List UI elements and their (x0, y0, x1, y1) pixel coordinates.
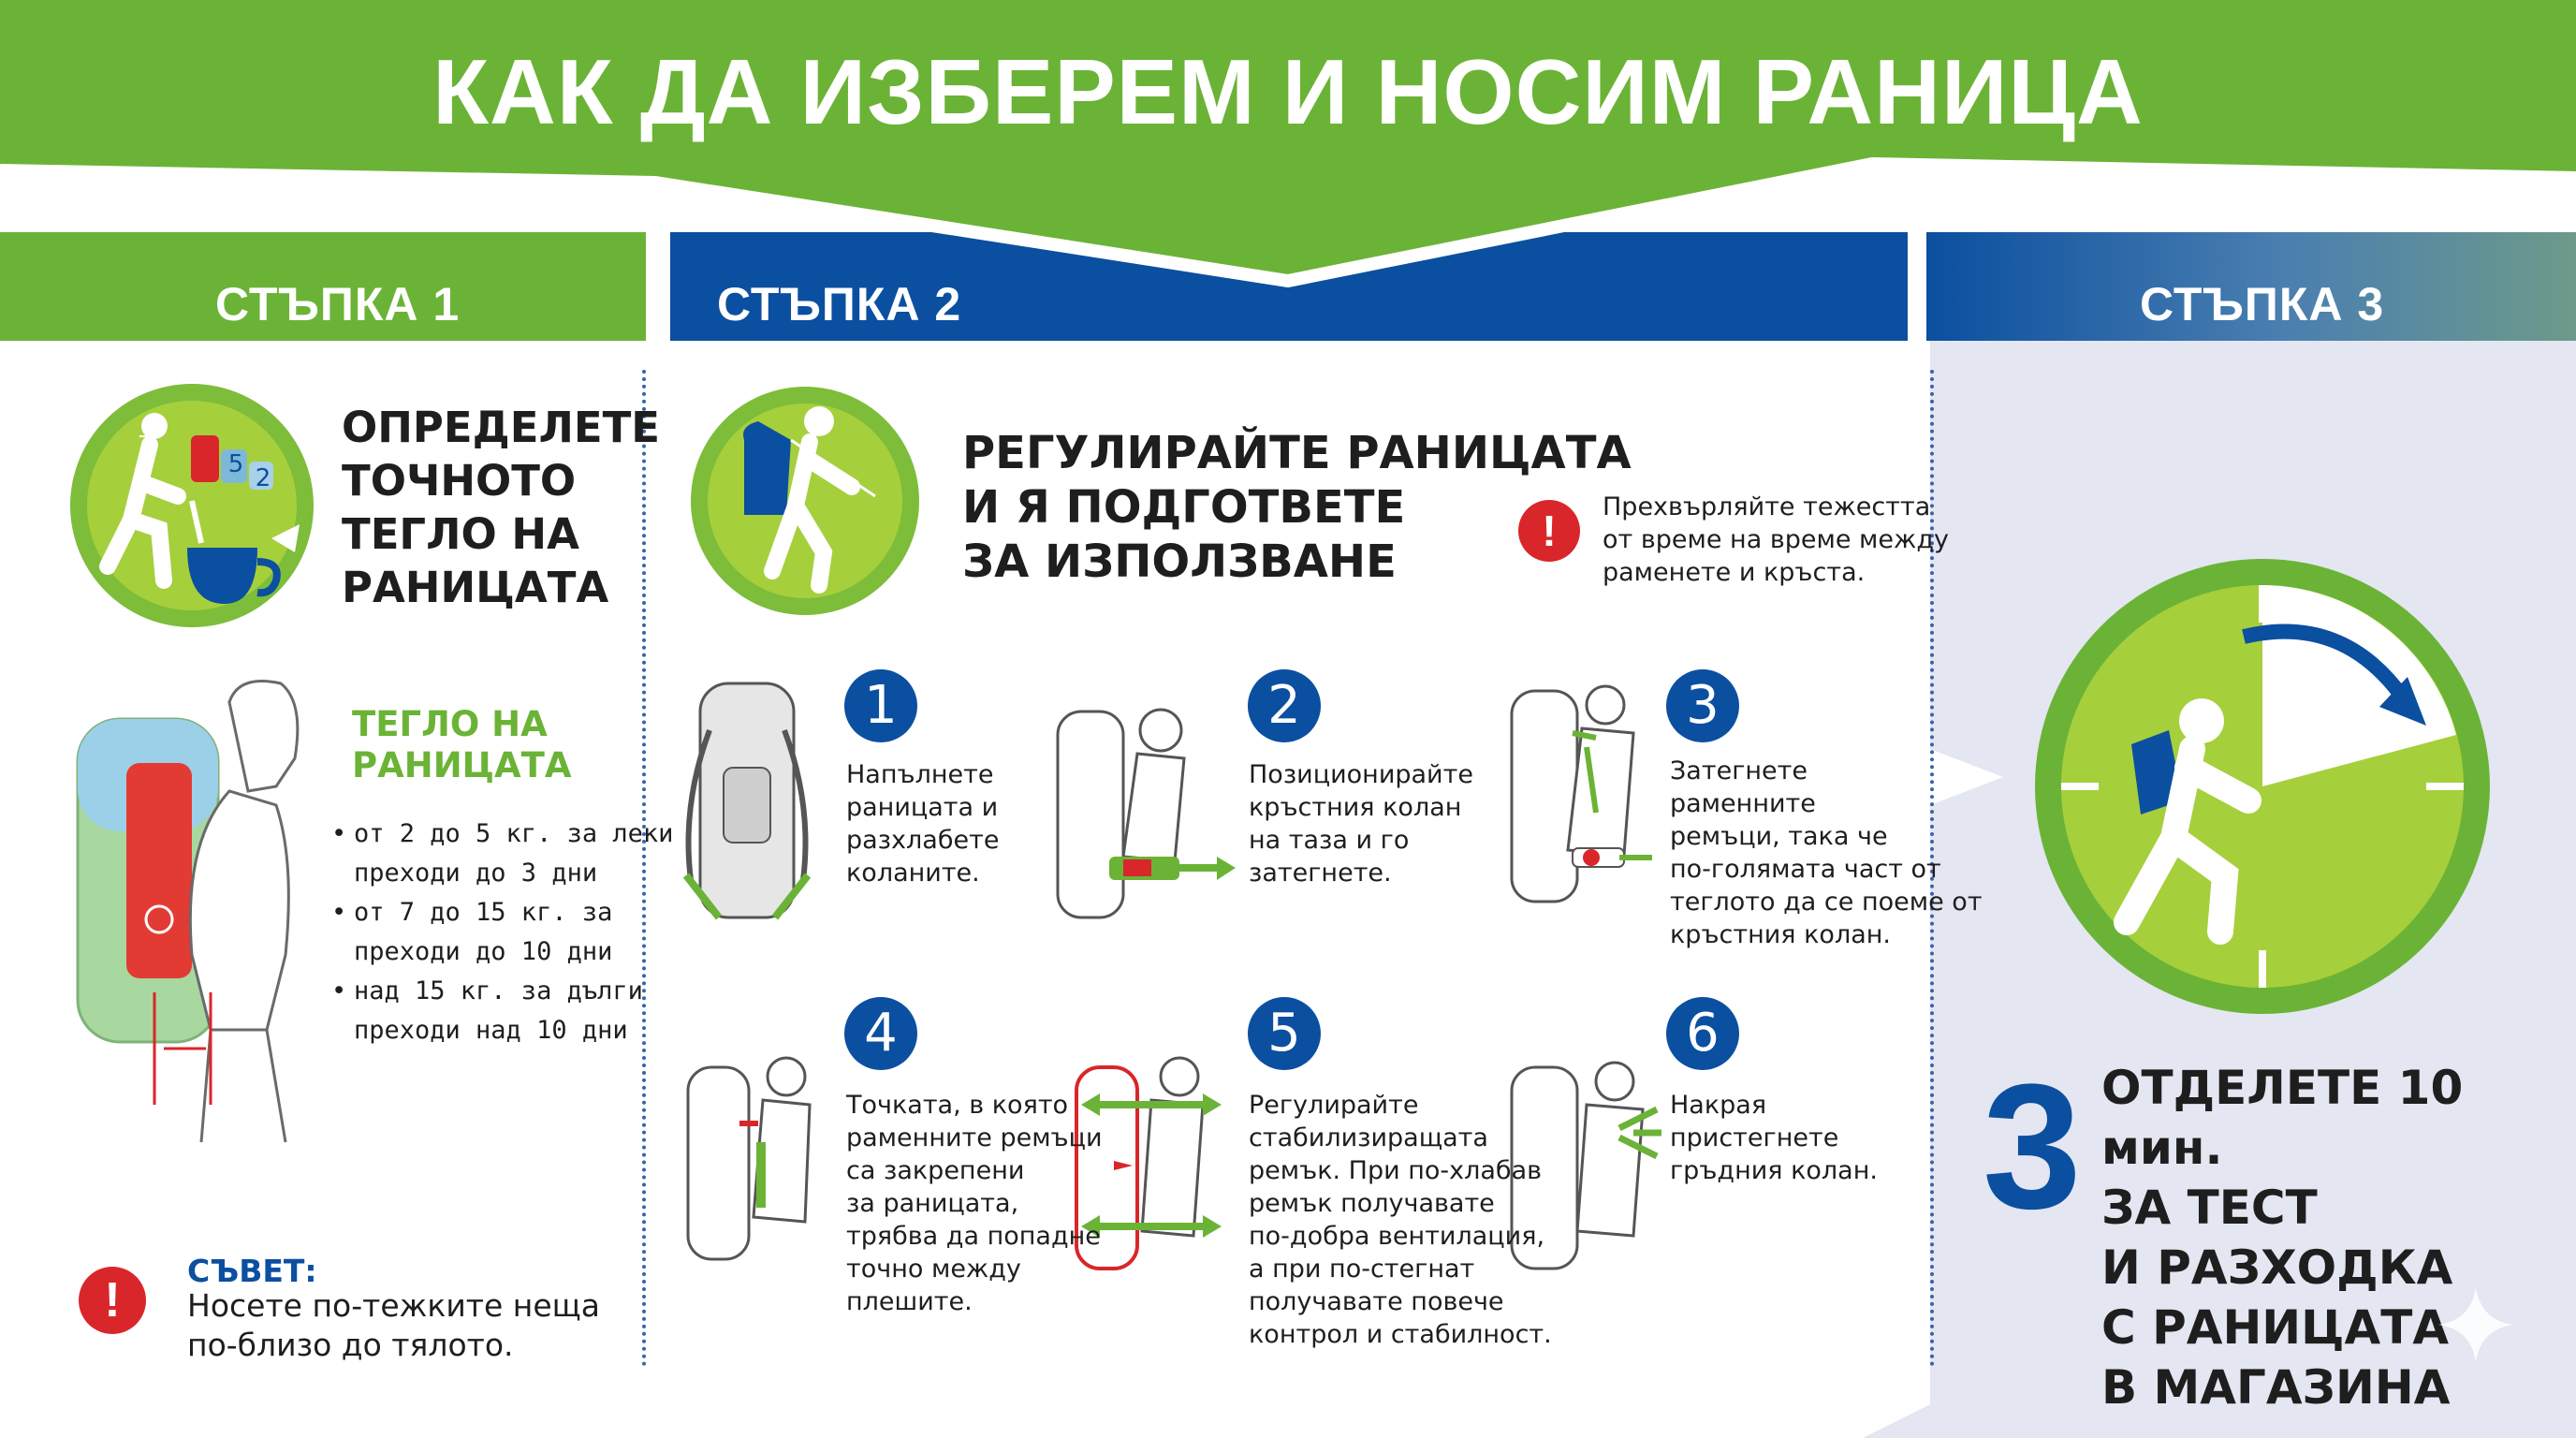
step-2-badge-1: 1 (844, 669, 917, 742)
weight-title-line: ТЕГЛО НА (352, 704, 548, 744)
item-line: разхлабете (846, 826, 1000, 855)
heading-line: ТЕГЛО НА (342, 509, 579, 559)
shoulder-straps-illustration (1507, 682, 1657, 925)
tip-line: Носете по-тежките неща (187, 1287, 600, 1324)
item-line: Накрая (1670, 1091, 1767, 1120)
item-line: раменните ремъци (846, 1123, 1103, 1152)
heading-line: И Я ПОДГОТВЕТЕ (962, 481, 1406, 534)
step-2-item-6-text (1670, 1089, 1878, 1187)
tip-line: по-близо до тялото. (187, 1327, 514, 1363)
hip-belt-illustration (1053, 707, 1240, 932)
weight-list (331, 814, 673, 1050)
heading-line: РЕГУЛИРАЙТЕ РАНИЦАТА (962, 427, 1632, 479)
item-line: са закрепени (846, 1156, 1025, 1185)
item-line: Регулирайте (1249, 1091, 1419, 1120)
heading-line: ЗА ИЗПОЛЗВАНЕ (962, 536, 1397, 588)
step-3-line: ОТДЕЛЕТЕ 10 мин. (2101, 1061, 2464, 1175)
weight-line: от 2 до 5 кг. за леки (354, 819, 674, 848)
note-line: от време на време между (1603, 525, 1950, 554)
step-3-line: И РАЗХОДКА (2101, 1240, 2453, 1295)
weight-item (331, 972, 673, 1050)
weight-line: преходи над 10 дни (354, 1016, 628, 1045)
note-line: раменете и кръста. (1603, 558, 1866, 587)
step-2-badge-6: 6 (1666, 997, 1739, 1070)
backpack-straps-illustration (672, 674, 822, 955)
heading-line: ТОЧНОТО (342, 456, 577, 506)
weight-shift-note (1603, 491, 1949, 589)
icon-number-7: 7 (137, 432, 154, 460)
step-2-label: СТЪПКА 2 (717, 278, 962, 330)
tip-warning-icon: ! (79, 1267, 146, 1334)
item-line: стабилизиращата (1249, 1123, 1488, 1152)
hiker-backpack-icon (688, 384, 922, 618)
item-line: плешите. (846, 1287, 973, 1316)
item-line: получавате повече (1249, 1287, 1504, 1316)
item-line: на таза и го (1249, 826, 1410, 855)
item-line: по-голямата част от (1670, 855, 1941, 884)
icon-number-5: 5 (227, 450, 244, 478)
step-2-item-2-text (1249, 758, 1473, 889)
clock-walking-icon (2033, 557, 2492, 1016)
item-line: по-добра вентилация, (1249, 1222, 1545, 1251)
item-line: а при по-стегнат (1249, 1255, 1475, 1284)
step-2-badge-3: 3 (1666, 669, 1739, 742)
tip-title: СЪВЕТ: (187, 1253, 317, 1289)
weight-line: преходи до 10 дни (354, 937, 613, 966)
step-3-line: ЗА ТЕСТ (2101, 1181, 2318, 1235)
step-3-big-number: 3 (1983, 1048, 2082, 1246)
item-line: раменните (1670, 789, 1816, 818)
item-line: гръдния колан. (1670, 1156, 1878, 1185)
item-line: Точката, в която (846, 1091, 1069, 1120)
sparkle-icon (2434, 1283, 2518, 1367)
item-line: кръстния колан. (1670, 920, 1891, 949)
note-line: Прехвърляйте тежестта (1603, 492, 1931, 521)
item-line: Напълнете (846, 760, 994, 789)
item-line: ремъци, така че (1670, 822, 1888, 851)
item-line: ремък получавате (1249, 1189, 1495, 1218)
step-2-badge-5: 5 (1248, 997, 1321, 1070)
item-line: за раницата, (846, 1189, 1019, 1218)
heading-line: ОПРЕДЕЛЕТЕ (342, 403, 661, 452)
step-3-line: С РАНИЦАТА (2101, 1300, 2450, 1355)
weight-line: над 15 кг. за дълги (354, 976, 643, 1005)
weight-title (352, 704, 572, 786)
weight-item (331, 814, 673, 893)
step-2-item-5-text (1249, 1089, 1552, 1351)
step-2-item-4-text (846, 1089, 1103, 1318)
item-line: пристегнете (1670, 1123, 1839, 1152)
icon-number-2: 2 (255, 464, 271, 492)
weight-title-line: РАНИЦАТА (352, 745, 572, 785)
item-line: Позиционирайте (1249, 760, 1473, 789)
load-point-illustration (683, 1049, 824, 1283)
item-line: кръстния колан (1249, 793, 1462, 822)
item-line: точно между (846, 1255, 1021, 1284)
step-3-label: СТЪПКА 3 (2140, 278, 2385, 330)
step-2-item-3-text (1670, 755, 1983, 951)
step-3-line: В МАГАЗИНА (2101, 1360, 2451, 1415)
item-line: контрол и стабилност. (1249, 1320, 1552, 1349)
weight-line: от 7 до 15 кг. за (354, 898, 613, 927)
item-line: затегнете. (1249, 858, 1392, 888)
step-1-label: СТЪПКА 1 (215, 278, 461, 330)
step-2-item-1-text (846, 758, 999, 889)
heading-line: РАНИЦАТА (342, 563, 609, 612)
tip-text (187, 1286, 600, 1365)
item-line: теглото да се поеме от (1670, 888, 1983, 917)
step-2-badge-2: 2 (1248, 669, 1321, 742)
page-title: КАК ДА ИЗБЕРЕМ И НОСИМ РАНИЦА (432, 40, 2144, 143)
item-line: трябва да попадне (846, 1222, 1101, 1251)
weight-item (331, 893, 673, 972)
item-line: Затегнете (1670, 756, 1808, 785)
item-line: коланите. (846, 858, 980, 888)
step-1-heading (342, 401, 660, 614)
weighing-backpack-icon (66, 379, 318, 632)
weight-line: преходи до 3 дни (354, 858, 598, 888)
step-2-badge-4: 4 (844, 997, 917, 1070)
item-line: раницата и (846, 793, 999, 822)
warning-icon: ! (1518, 500, 1580, 562)
item-line: ремък. При по-хлабав (1249, 1156, 1543, 1185)
hiker-backpack-illustration (70, 674, 351, 1152)
